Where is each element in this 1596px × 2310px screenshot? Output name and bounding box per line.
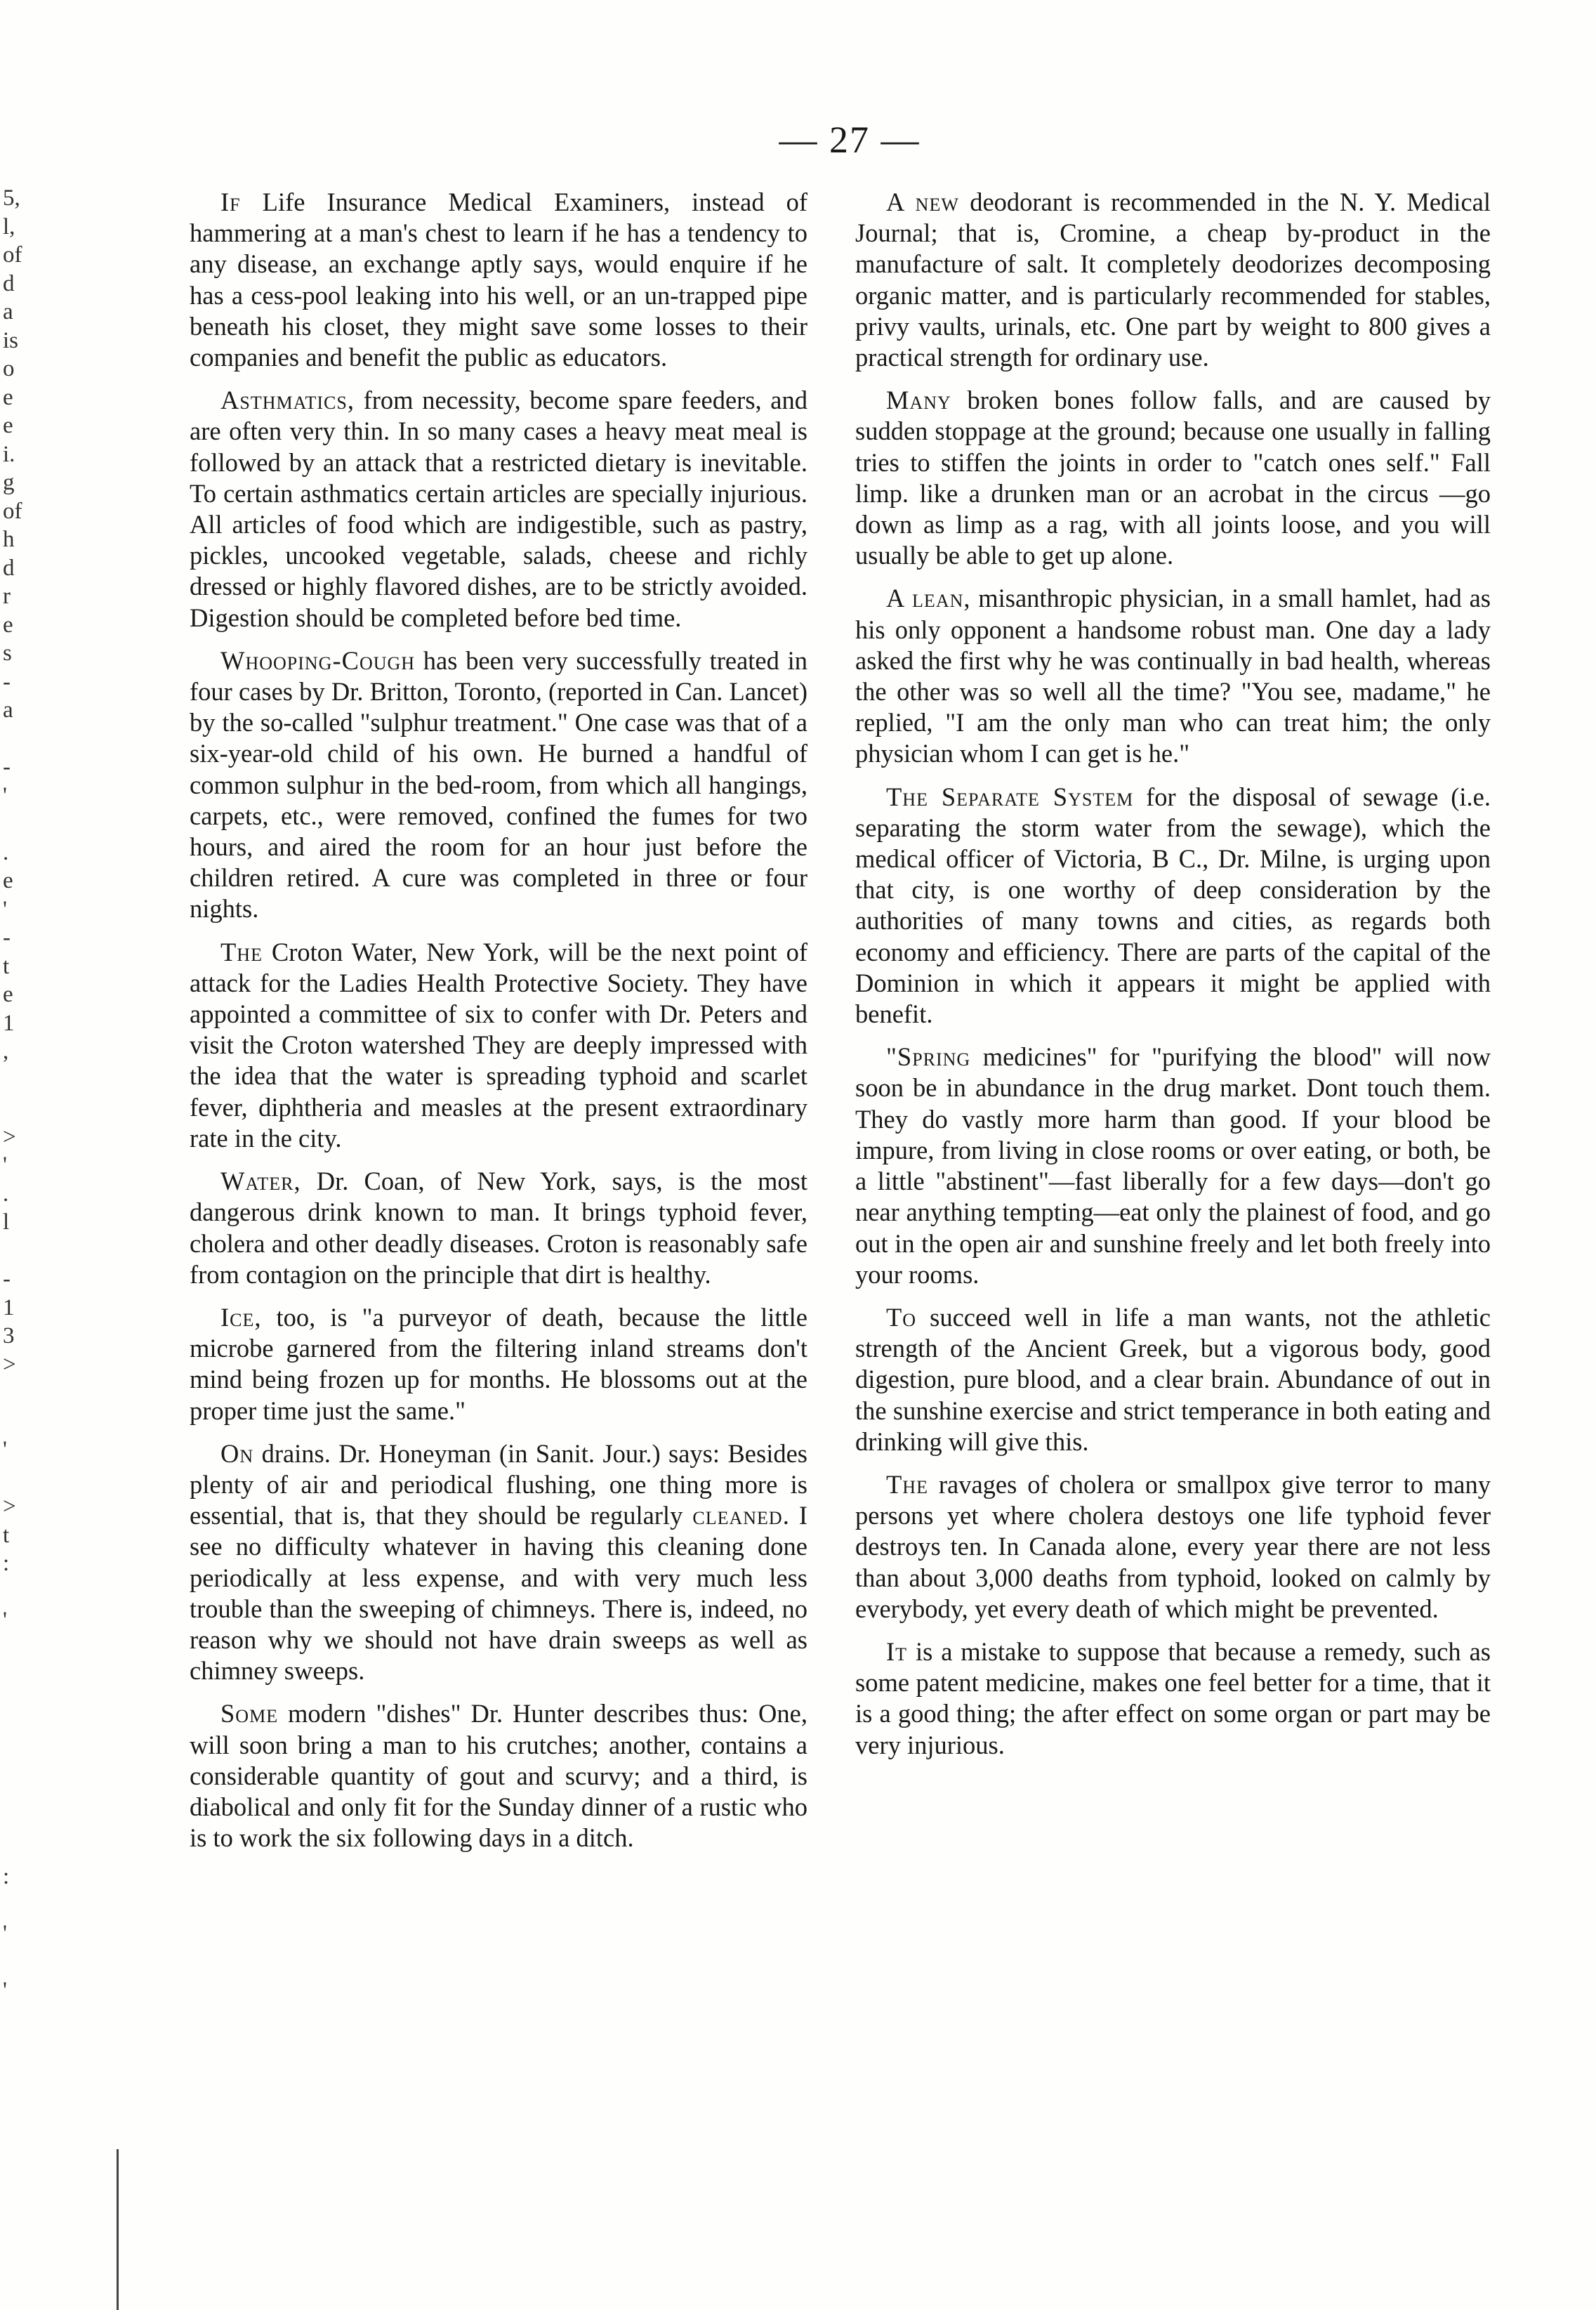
margin-fragment [3, 1663, 59, 1692]
margin-fragment: . [3, 1181, 9, 1207]
article-paragraph [190, 187, 807, 373]
paragraph-lead-words: If [220, 188, 241, 216]
margin-fragment: of [3, 498, 22, 524]
margin-fragment [3, 1407, 59, 1436]
paragraph-text: Dr. Coan, of New York, says, is the most dangerous drink known to man. It brings typhoid fever, cholera and other deadly diseases. Croton is reasonably safe from contagion on the principle that dirt is healthy. [190, 1167, 807, 1289]
margin-fragment: 1 [3, 1294, 15, 1320]
margin-fragment [3, 1692, 59, 1721]
margin-fragment: a [3, 299, 13, 324]
paragraph-text: Life Insurance Medical Examiners, instead of hammering at a man's chest to learn if he has a tendency to any disease, an exchange aptly says, would enquire if he has a cess-pool leaking into his well, or an un-trapped pipe beneath his closet, they might save some losses to their companies and benefit the public as educators. [190, 188, 807, 372]
paragraph-lead-words: Asthmatics, [220, 386, 355, 415]
margin-fragment: , [3, 1039, 9, 1064]
margin-fragment: > [3, 1494, 16, 1519]
margin-fragment [3, 1237, 59, 1266]
paragraph-lead-words: Water, [220, 1167, 301, 1196]
margin-fragment [3, 1834, 59, 1863]
margin-fragment: o [3, 356, 15, 381]
margin-rule [117, 2149, 119, 2310]
article-paragraph [855, 385, 1491, 571]
paragraph-lead-words: A new [886, 188, 959, 216]
margin-fragment: a [3, 697, 13, 723]
margin-fragment [3, 1379, 59, 1407]
margin-fragment: 3 [3, 1323, 15, 1348]
paragraph-lead-words: The [220, 937, 263, 966]
emphasis-small-caps: cleaned [692, 1501, 783, 1530]
margin-fragment [3, 1777, 59, 1806]
article-paragraph [190, 1698, 807, 1853]
margin-fragment: t [3, 1522, 10, 1548]
paragraph-text: drains. Dr. Honeyman (in Sanit. Jour.) says: Besides plenty of air and periodical flushing, one thing more is essential, that is, that they should be regularly [190, 1438, 807, 1530]
paragraph-lead-words: Ice, [220, 1302, 262, 1332]
margin-fragment [3, 1948, 59, 1976]
margin-fragment: - [3, 1266, 11, 1292]
margin-fragment: e [3, 612, 13, 638]
margin-fragment: > [3, 1351, 16, 1377]
article-paragraph [855, 1042, 1491, 1290]
margin-fragment: of [3, 242, 22, 268]
paragraph-lead-words: "Spring [886, 1042, 971, 1072]
paragraph-text: deodorant is recommended in the N. Y. Medical Journal; that is, Cromine, a cheap by-product in the manufacture of salt. It completely deodorizes decomposing organic matter, and is particularly recommended for stables, privy vaults, urinals, etc. One part by weight to 800 gives a practical strength for ordinary use. [855, 188, 1491, 372]
paragraph-text: modern "dishes" Dr. Hunter describes thus: One, will soon bring a man to his crutches; another, contains a considerable quantity of gout and scurvy; and a third, is diabolical and only fit for the Sunday dinner of a rustic who is to work the six following days in a ditch. [190, 1699, 807, 1853]
paragraph-lead-words: To [886, 1302, 917, 1332]
left-column [190, 187, 807, 1865]
margin-fragment [3, 1464, 59, 1493]
margin-fragment: ' [3, 1153, 7, 1178]
paragraph-text: for the disposal of sewage (i.e. separating the storm water from the sewage), which the medical officer of Victoria, B C., Dr. Milne, is urging upon that city, is one worthy of deep consideration by the authorities of many towns and cities, as regards both economy and efficiency. There are parts of the capital of the Dominion in which it appears it might be applied with benefit. [855, 782, 1491, 1029]
paragraph-lead-words: It [886, 1636, 908, 1666]
margin-fragment: : [3, 1551, 10, 1576]
margin-fragment: is [3, 327, 19, 353]
margin-fragment: l, [3, 214, 15, 239]
margin-fragment: 1 [3, 1010, 15, 1036]
margin-fragment: 5, [3, 185, 20, 211]
paragraph-text: medicines" for "purifying the blood" will now soon be in abundance in the drug market. Dont touch them. They do vastly more harm than good. If your blood be impure, from living in close rooms or over eating, or both, be a little "abstinent"—fast liberally for a few days—don't go near anything tempting—eat only the plainest of food, and go out in the open air and sunshine freely and let both freely into your rooms. [855, 1042, 1491, 1289]
margin-fragment [3, 1635, 59, 1664]
margin-fragment: ' [3, 1977, 7, 2003]
article-paragraph [190, 1438, 807, 1687]
margin-fragment: : [3, 1863, 10, 1889]
article-paragraph [855, 1636, 1491, 1761]
paragraph-text: succeed well in life a man wants, not the athletic strength of the Ancient Greek, but a vigorous body, good digestion, pure blood, and a clear brain. Abundance of out in the sunshine exercise and strict temperance in both eating and drinking will give this. [855, 1302, 1491, 1456]
paragraph-text: is a mistake to suppose that because a remedy, such as some patent medicine, makes one feel better for a time, that it is a good thing; the after effect on some organ or part may be very injurious. [855, 1636, 1491, 1759]
margin-fragment: - [3, 754, 11, 780]
article-paragraph [855, 782, 1491, 1030]
paragraph-text-continued: . I see no difficulty whatever in having this cleaning done periodically at less expense, and with very much less trouble than the sweeping of chimneys. There is, indeed, no reason why we should not have drain sweeps as well as chimney sweeps. [190, 1501, 807, 1686]
article-paragraph [190, 385, 807, 634]
margin-fragment [3, 1578, 59, 1607]
margin-fragment: e [3, 413, 13, 438]
paragraph-lead-words: The [886, 1469, 928, 1499]
margin-fragment: r [3, 584, 11, 609]
margin-fragment: d [3, 270, 15, 296]
margin-fragment: ' [3, 782, 7, 808]
margin-fragment: s [3, 641, 12, 666]
paragraph-lead-words: On [220, 1438, 254, 1468]
paragraph-lead-words: A lean, [886, 584, 971, 613]
margin-fragment: t [3, 953, 10, 979]
margin-fragment: l [3, 1209, 10, 1235]
margin-fragment [3, 1066, 59, 1095]
article-paragraph [190, 1302, 807, 1426]
left-margin-bleed-through [3, 184, 59, 2004]
article-paragraph [190, 937, 807, 1154]
article-paragraph [855, 187, 1491, 373]
article-paragraph [855, 1302, 1491, 1457]
article-paragraph [855, 1469, 1491, 1625]
margin-fragment: ' [3, 1920, 7, 1946]
margin-fragment [3, 1094, 59, 1123]
paragraph-text: from necessity, become spare feeders, and are often very thin. In so many cases a heavy meat meal is followed by an attack that a restricted dietary is inevitable. To certain asthmatics certain articles are specially injurious. All articles of food which are indigestible, such as pastry, pickles, uncooked vegetable, salads, cheese and richly dressed or highly flavored dishes, are to be strictly avoided. Digestion should be completed before bed time. [190, 386, 807, 632]
margin-fragment [3, 1720, 59, 1749]
paragraph-lead-words: The Separate System [886, 782, 1134, 811]
margin-fragment: ' [3, 896, 7, 922]
margin-fragment: - [3, 925, 11, 950]
margin-fragment: - [3, 669, 11, 695]
paragraph-text: ravages of cholera or smallpox give terror to many persons yet where cholera destoys one life typhoid fever destroys ten. In Canada alone, every year there are not less than about 3,000 deaths from typhoid, looked on calmly by everybody, yet every death of which might be prevented. [855, 1469, 1491, 1623]
paragraph-lead-words: Many [886, 386, 951, 415]
margin-fragment [3, 810, 59, 839]
paragraph-text: has been very successfully treated in four cases by Dr. Britton, Toronto, (reported in Can. Lancet) by the so-called "sulphur treatment." One case was that of a six-year-old child of his own. He burned a handful of common sulphur in the bed-room, from which all hangings, carpets, etc., were removed, confined the fumes for two hours, and aired the room for an hour just before the children retired. A cure was completed in three or four nights. [190, 645, 807, 924]
margin-fragment: h [3, 527, 15, 552]
right-column [855, 187, 1491, 1773]
margin-fragment: e [3, 384, 13, 410]
margin-fragment: > [3, 1124, 16, 1150]
paragraph-text: broken bones follow falls, and are caused by sudden stoppage at the ground; because one usually in falling tries to stiffen the joints in order to "catch ones self." Fall limp. like a drunken man or an acrobat in the circus —go down as limp as a rag, with all joints loose, and you will usually be able to get up alone. [855, 386, 1491, 570]
margin-fragment: i. [3, 441, 15, 467]
paragraph-text: too, is "a purveyor of death, because the little microbe garnered from the filtering inland streams don't mind being frozen up for months. He blossoms out at the proper time just the same." [190, 1302, 807, 1425]
margin-fragment: d [3, 555, 15, 581]
margin-fragment: g [3, 470, 15, 495]
page-number: — 27 — [779, 119, 921, 161]
article-paragraph [190, 645, 807, 925]
paragraph-lead-words: Whooping-Cough [220, 645, 416, 675]
margin-fragment [3, 1749, 59, 1778]
margin-fragment: ' [3, 1608, 7, 1633]
article-paragraph [190, 1166, 807, 1290]
paragraph-text: misanthropic physician, in a small hamlet, had as his only opponent a handsome robust man. One day a lady asked the first why he was continually in bad health, whereas the other was so well all the time? "You see, madame," he replied, "I am the only man who can treat him; the only physician whom I can get is he." [855, 584, 1491, 768]
margin-fragment: e [3, 982, 13, 1007]
paragraph-text: Croton Water, New York, will be the next point of attack for the Ladies Health Protective Society. They have appointed a committee of six to confer with Dr. Peters and visit the Croton watershed They are deeply impressed with the idea that the water is spreading typhoid and scarlet fever, diphtheria and measles at the present extraordinary rate in the city. [190, 937, 807, 1153]
margin-fragment: ' [3, 1437, 7, 1462]
paragraph-lead-words: Some [220, 1699, 279, 1728]
margin-fragment [3, 725, 59, 754]
margin-fragment: e [3, 868, 13, 893]
margin-fragment [3, 1891, 59, 1919]
margin-fragment [3, 1806, 59, 1835]
article-paragraph [855, 583, 1491, 769]
margin-fragment: . [3, 839, 9, 865]
